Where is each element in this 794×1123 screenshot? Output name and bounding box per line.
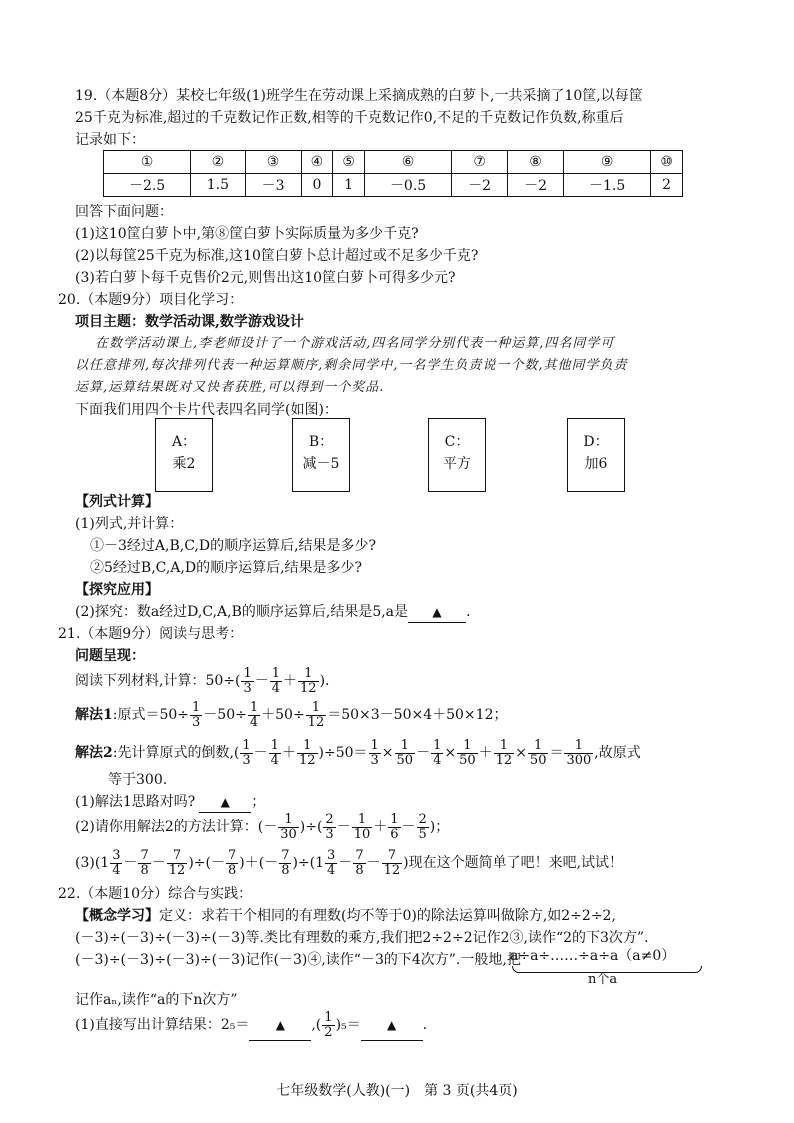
q21-line1: 21.（本题9分）阅读与思考： xyxy=(58,626,244,642)
sol2-pre: :先计算原式的倒数,( xyxy=(112,745,240,761)
q21-q1-post: ； xyxy=(251,794,266,810)
q21-q3: (3)(1 $\frac{3}{4}$ － $\frac{7}{8}$ － $\frac{7}{12}$ )÷(－ $\frac{7}{8}$ )＋(－ $\frac{7}{8}$ )÷(1 $\frac{3}{4}$ － $\frac{7}{8}$ － $\frac{7}{12}$ )现在这个题简单了吧！来吧,试试！ xyxy=(75,847,624,878)
q22-sub1-post: . xyxy=(422,1017,428,1033)
sol1-pre: :原式＝50÷ xyxy=(112,707,190,723)
q22-def2: (－3)÷(－3)÷(－3)÷(－3)等.类比有理数的乘方,我们把2÷2÷2记作2③,读作“2的下3次方”. xyxy=(75,930,649,946)
table-cell: ⑥ xyxy=(364,151,451,174)
fraction: $\frac{1}{4}$ xyxy=(271,665,281,696)
fraction: $\frac{1}{50}$ xyxy=(459,737,476,768)
q19-line3: 记录如下： xyxy=(75,132,145,148)
fraction: $\frac{1}{30}$ xyxy=(280,811,297,842)
q21-q2-post: )； xyxy=(429,819,450,835)
q21-read: 阅读下列材料,计算：50÷( $\frac{1}{3}$ － $\frac{1}{4}$ ＋ $\frac{1}{12}$ ). xyxy=(75,665,330,696)
q20-sec2: 【探究应用】 xyxy=(75,582,159,598)
fraction: $\frac{1}{4}$ xyxy=(270,737,279,768)
q21-sol1 xyxy=(75,700,507,730)
card-label: C： xyxy=(444,434,470,450)
q22-def1 xyxy=(75,906,616,926)
sol1-post: ＝50×3－50×4＋50×12； xyxy=(327,707,508,723)
q20-sub1a: ①－3经过A,B,C,D的顺序运算后,结果是多少? xyxy=(90,538,377,554)
answer-blank: ▲ xyxy=(249,1010,311,1041)
q22-sub1 xyxy=(75,1010,427,1041)
card-c xyxy=(428,418,486,492)
q19-sub2: (2)以每筐25千克为标准,这10筐白萝卜总计超过或不足多少千克? xyxy=(75,248,479,264)
table-cell: 1 xyxy=(333,174,365,197)
q19-weight-table xyxy=(103,150,683,197)
q21-read-pre: 阅读下列材料,计算：50÷( xyxy=(75,673,241,689)
fraction: $\frac{3}{4}$ xyxy=(112,847,121,878)
fraction: $\frac{7}{8}$ xyxy=(140,847,149,878)
answer-blank: ▲ xyxy=(199,792,251,813)
fraction: $\frac{1}{3}$ xyxy=(192,699,201,730)
q22-def3: (－3)÷(－3)÷(－3)÷(－3)记作(－3)④,读作“－3的下4次方”.一般地,把 xyxy=(75,952,521,968)
fraction: $\frac{1}{12}$ xyxy=(300,665,317,696)
q21-q2-pre: (2)请你用解法2的方法计算：(－ xyxy=(75,819,278,835)
sol2-post: ,故原式 xyxy=(594,745,641,761)
fraction: $\frac{7}{12}$ xyxy=(168,847,186,878)
table-cell: ⑩ xyxy=(651,151,683,174)
card-op: 减－5 xyxy=(302,456,340,472)
card-a xyxy=(155,418,213,492)
fraction: $\frac{2}{5}$ xyxy=(418,811,427,842)
card-op: 平方 xyxy=(443,456,471,472)
fraction: $\frac{1}{3}$ xyxy=(243,665,252,696)
q21-q2: (2)请你用解法2的方法计算：(－ $\frac{1}{30}$ )÷( $\frac{2}{3}$ － $\frac{1}{10}$ ＋ $\frac{1}{6}$ － $\frac{2}{5}$ )； xyxy=(75,811,450,842)
q20-cards-intro: 下面我们用四个卡片代表四名同学(如图)： xyxy=(75,402,338,418)
card-label: A： xyxy=(171,434,197,450)
card-label: B： xyxy=(308,434,334,450)
q20-sub2-post: . xyxy=(466,604,471,620)
fraction: $\frac{3}{4}$ xyxy=(327,847,336,878)
q20-para3: 运算,运算结果既对又快者获胜,可以得到一个奖品. xyxy=(75,380,385,395)
fraction: $\frac{2}{3}$ xyxy=(325,811,334,842)
sol2-mid: )÷50＝ xyxy=(318,745,368,761)
q20-para1: 在数学活动课上,李老师设计了一个游戏活动,四名同学分别代表一种运算,四名同学可 xyxy=(95,336,615,351)
table-cell: ⑨ xyxy=(564,151,651,174)
fraction: $\frac{1}{50}$ xyxy=(396,737,414,768)
card-op: 乘2 xyxy=(172,456,196,472)
fraction: $\frac{1}{4}$ xyxy=(249,699,259,730)
sol1-mid1: －50÷ xyxy=(203,707,247,723)
fraction: $\frac{7}{8}$ xyxy=(355,847,364,878)
table-cell: －0.5 xyxy=(364,174,451,197)
q22-sub1-mid2: )₅＝ xyxy=(335,1017,361,1033)
q19-answer-intro: 回答下面问题： xyxy=(75,204,173,220)
q20-sub2-text: (2)探究：数a经过D,C,A,B的顺序运算后,结果是5,a是 xyxy=(75,604,409,620)
table-cell: ③ xyxy=(245,151,301,174)
q20-sub1b: ②5经过B,C,A,D的顺序运算后,结果是多少? xyxy=(90,560,363,576)
sol2-label: 解法2 xyxy=(75,745,113,761)
q21-q2-mid: )÷( xyxy=(299,819,323,835)
fraction: $\frac{1}{300}$ xyxy=(566,737,592,768)
fraction: $\frac{1}{50}$ xyxy=(529,737,547,768)
q22-sec: 【概念学习】 xyxy=(75,908,159,924)
fraction: $\frac{7}{12}$ xyxy=(383,847,401,878)
table-cell: －2 xyxy=(508,174,564,197)
table-cell: 1.5 xyxy=(191,174,245,197)
table-cell: －2 xyxy=(452,174,508,197)
table-cell: 2 xyxy=(651,174,683,197)
table-cell: －2.5 xyxy=(104,174,191,197)
fraction: $\frac{1}{12}$ xyxy=(298,737,316,768)
q21-read-post: ). xyxy=(319,673,330,689)
card-label: D： xyxy=(583,434,609,450)
sol1-label: 解法1 xyxy=(75,707,113,723)
fraction: $\frac{1}{6}$ xyxy=(390,811,399,842)
table-cell: －3 xyxy=(245,174,301,197)
sol1-mid2: ＋50÷ xyxy=(261,707,305,723)
table-cell: 0 xyxy=(301,174,333,197)
fraction: $\frac{1}{3}$ xyxy=(242,737,251,768)
table-cell: ⑧ xyxy=(508,151,564,174)
q22-sub1-mid: ,( xyxy=(311,1017,322,1033)
table-cell: ④ xyxy=(301,151,333,174)
fraction: $\frac{1}{2}$ xyxy=(324,1009,333,1040)
q21-problem: 问题呈现： xyxy=(75,648,145,664)
card-d xyxy=(567,418,625,492)
fraction: $\frac{7}{8}$ xyxy=(227,847,237,878)
q22-def4: 记作aₙ,读作“a的下n次方” xyxy=(75,992,238,1008)
table-header-row xyxy=(104,151,683,174)
table-cell: ① xyxy=(104,151,191,174)
q20-line1: 20.（本题9分）项目化学习： xyxy=(58,292,244,308)
q19-sub1: (1)这10筐白萝卜中,第⑧筐白萝卜实际质量为多少千克? xyxy=(75,226,419,242)
fraction: $\frac{7}{8}$ xyxy=(281,847,290,878)
q19-line1: 19.（本题8分）某校七年级(1)班学生在劳动课上采摘成熟的白萝卜,一共采摘了10筐,以每筐 xyxy=(75,88,643,104)
q21-sol2: 解法2:先计算原式的倒数,( $\frac{1}{3}$ － $\frac{1}{4}$ ＋ $\frac{1}{12}$ )÷50＝ $\frac{1}{3}$ × $\frac{1}{50}$ － $\frac{1}{4}$ × $\frac{1}{50}$ ＋ $\frac{1}{12}$ × $\frac{1}{50}$ ＝ $\frac{1}{300}$ ,故原式 xyxy=(75,737,641,768)
q20-para2: 以任意排列,每次排列代表一种运算顺序,剩余同学中,一名学生负责说一个数,其他同学负责 xyxy=(75,358,628,373)
table-cell: ⑦ xyxy=(452,151,508,174)
q20-sub1: (1)列式,并计算： xyxy=(75,516,184,532)
q21-q1 xyxy=(75,792,265,813)
fraction: $\frac{1}{12}$ xyxy=(307,699,325,730)
table-cell: ⑤ xyxy=(333,151,365,174)
q20-sec1: 【列式计算】 xyxy=(75,494,159,510)
card-b xyxy=(292,418,350,492)
q22-def1-text: 定义：求若干个相同的有理数(均不等于0)的除法运算叫做除方,如2÷2÷2, xyxy=(159,908,616,924)
table-cell: ② xyxy=(191,151,245,174)
q19-line2: 25千克为标准,超过的千克数记作正数,相等的千克数记作0,不足的千克数记作负数,称重后 xyxy=(75,110,624,126)
q22-def3-under: n个a xyxy=(588,972,618,987)
fraction: $\frac{1}{4}$ xyxy=(433,737,442,768)
q21-q1-text: (1)解法1思路对吗? xyxy=(75,794,196,810)
q20-sub2 xyxy=(75,602,470,623)
card-op: 加6 xyxy=(584,456,608,472)
fraction: $\frac{1}{12}$ xyxy=(495,737,513,768)
fraction: $\frac{1}{3}$ xyxy=(370,737,379,768)
answer-blank: ▲ xyxy=(408,602,466,623)
table-value-row xyxy=(104,174,683,197)
q22-sub1-pre: (1)直接写出计算结果：2₅＝ xyxy=(75,1017,250,1033)
table-cell: －1.5 xyxy=(564,174,651,197)
q21-q3-post: )现在这个题简单了吧！来吧,试试！ xyxy=(403,855,624,871)
q21-q3-pre: (3)(1 xyxy=(75,855,110,871)
answer-blank: ▲ xyxy=(361,1010,423,1041)
q20-theme: 项目主题：数学活动课,数学游戏设计 xyxy=(75,314,304,330)
q21-sol2-line2: 等于300. xyxy=(108,772,168,788)
q22-def3-expr: a÷a÷……÷a÷a（a≠0） xyxy=(510,948,676,964)
q19-sub3: (3)若白萝卜每千克售价2元,则售出这10筐白萝卜可得多少元? xyxy=(75,270,456,286)
q22-line1: 22.（本题10分）综合与实践： xyxy=(58,886,253,902)
fraction: $\frac{1}{10}$ xyxy=(353,811,371,842)
page-footer: 七年级数学(人教)(一) 第 3 页(共4页) xyxy=(276,1083,518,1099)
